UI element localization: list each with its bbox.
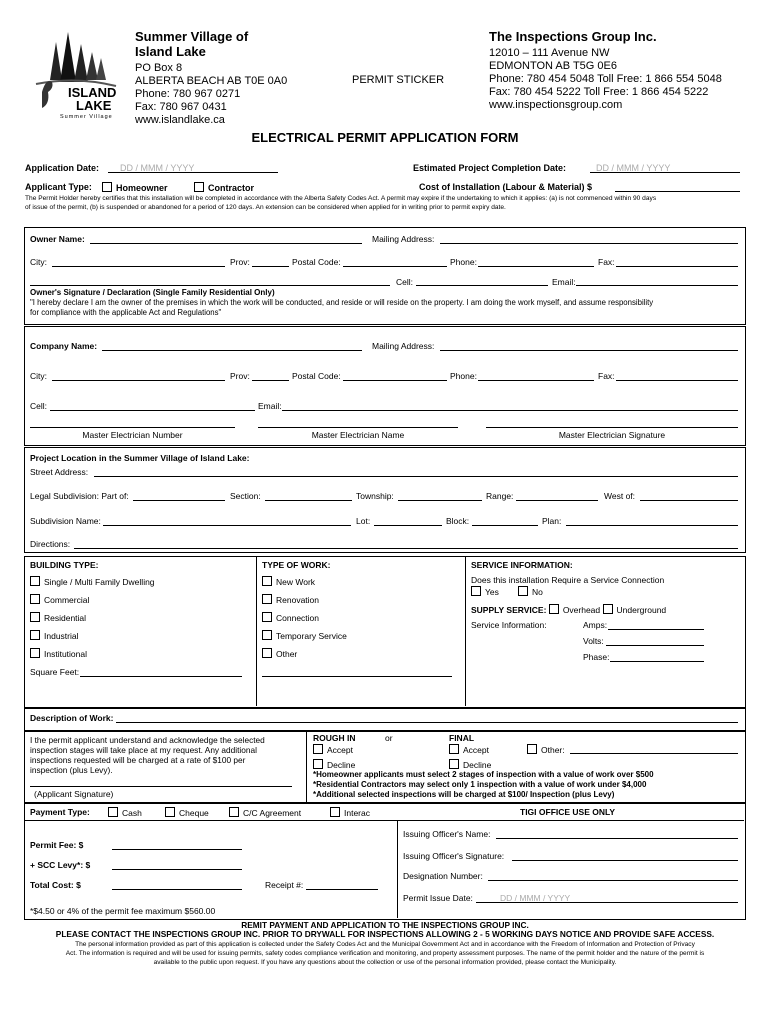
owner-city-label: City:: [30, 257, 47, 267]
company-fax-label: Fax:: [598, 371, 615, 381]
company-mailing-label: Mailing Address:: [372, 341, 435, 351]
owner-postal-label: Postal Code:: [292, 257, 341, 267]
owner-signature-line[interactable]: [30, 285, 390, 286]
island-lake-logo: [30, 30, 122, 122]
company-postal-label: Postal Code:: [292, 371, 341, 381]
lot-field[interactable]: [374, 525, 442, 526]
completion-date-label: Estimated Project Completion Date:: [413, 163, 567, 173]
block-field[interactable]: [472, 525, 538, 526]
interac-checkbox[interactable]: [330, 807, 340, 817]
designation-field[interactable]: [488, 880, 738, 881]
company-phone: Phone: 780 454 5048 Toll Free: 1 866 554 5048: [489, 73, 722, 85]
phase-field[interactable]: [610, 661, 704, 662]
homeowner-option[interactable]: Homeowner: [102, 182, 168, 193]
company-name-label: Company Name:: [30, 341, 98, 351]
company-phone-field[interactable]: [478, 380, 594, 381]
west-of-label: West of:: [604, 491, 636, 501]
village-website[interactable]: www.islandlake.ca: [135, 114, 225, 126]
owner-mailing-field[interactable]: [440, 243, 738, 244]
work-other-field[interactable]: [262, 676, 452, 677]
inspection-text-4: inspection (plus Levy).: [30, 765, 113, 775]
payment-type-label: Payment Type:: [30, 807, 90, 817]
company-addr2: EDMONTON AB T5G 0E6: [489, 60, 617, 72]
owner-declaration-title: Owner's Signature / Declaration (Single Family Residential Only): [30, 288, 275, 297]
applicant-type-label: Applicant Type:: [25, 182, 92, 192]
street-label: Street Address:: [30, 467, 89, 477]
square-feet-label: Square Feet:: [30, 667, 80, 677]
building-checkbox[interactable]: [30, 648, 40, 658]
inspection-text-2: inspection stages will take place at my request. Any additional: [30, 745, 257, 755]
section-field[interactable]: [265, 500, 352, 501]
privacy-notice-2: Act. The information is required and will be used for issuing permits, safety codes compliance verification and monitoring, and property assessment purposes. The name of the permit holder and the nature of the permit is: [65, 950, 705, 957]
owner-mailing-label: Mailing Address:: [372, 234, 435, 244]
cheque-checkbox[interactable]: [165, 807, 175, 817]
logo-text-line1: ISLAND: [68, 85, 117, 100]
other-checkbox[interactable]: [527, 744, 537, 754]
service-question: Does this installation Require a Service Connection: [471, 575, 665, 585]
master-signature-label: Master Electrician Signature: [558, 430, 666, 440]
permit-sticker-label: PERMIT STICKER: [352, 74, 445, 86]
permit-fee-field[interactable]: [112, 849, 242, 850]
service-yes-option[interactable]: Yes: [471, 586, 499, 597]
or-label: or: [385, 733, 393, 743]
designation-label: Designation Number:: [403, 871, 483, 881]
completion-date-placeholder: DD / MMM / YYYY: [596, 163, 671, 173]
building-checkbox[interactable]: [30, 576, 40, 586]
company-fax-field[interactable]: [616, 380, 738, 381]
company-phone-label: Phone:: [450, 371, 477, 381]
building-option-industrial[interactable]: Industrial: [30, 630, 79, 641]
owner-name-field[interactable]: [90, 243, 362, 244]
company-prov-label: Prov:: [230, 371, 250, 381]
service-info-label: Service Information:: [471, 620, 547, 630]
logo-tagline: Summer Village: [60, 114, 113, 120]
building-option-residential[interactable]: Residential: [30, 612, 86, 623]
section-label: Section:: [230, 491, 261, 501]
final-accept-option[interactable]: Accept: [449, 744, 489, 755]
rough-decline-checkbox[interactable]: [313, 759, 323, 769]
range-field[interactable]: [516, 500, 598, 501]
township-field[interactable]: [398, 500, 482, 501]
supply-service-row: SUPPLY SERVICE: Overhead Underground: [471, 605, 667, 615]
service-info-title: SERVICE INFORMATION:: [471, 560, 573, 570]
total-cost-field[interactable]: [112, 889, 242, 890]
work-checkbox[interactable]: [262, 594, 272, 604]
work-option-other[interactable]: Other: [262, 648, 297, 659]
payment-row-divider: [24, 820, 744, 821]
company-email-label: Email:: [258, 401, 282, 411]
officer-name-field[interactable]: [496, 838, 738, 839]
work-option-new[interactable]: New Work: [262, 576, 315, 587]
rough-accept-checkbox[interactable]: [313, 744, 323, 754]
contractor-option[interactable]: Contractor: [194, 182, 254, 193]
subdivision-label: Subdivision Name:: [30, 516, 101, 526]
details-divider-1: [256, 556, 257, 706]
payment-divider: [397, 820, 398, 918]
block-label: Block:: [446, 516, 470, 526]
village-fax: Fax: 780 967 0431: [135, 101, 227, 113]
levy-note: *$4.50 or 4% of the permit fee maximum $560.00: [30, 906, 216, 916]
officer-name-label: Issuing Officer's Name:: [403, 829, 491, 839]
office-use-label: TIGI OFFICE USE ONLY: [520, 807, 616, 817]
company-prov-field[interactable]: [252, 380, 289, 381]
description-label: Description of Work:: [30, 713, 114, 723]
overhead-checkbox[interactable]: [549, 604, 559, 614]
owner-name-label: Owner Name:: [30, 234, 85, 244]
directions-label: Directions:: [30, 539, 71, 549]
company-cell-label: Cell:: [30, 401, 48, 411]
location-title: Project Location in the Summer Village of Island Lake:: [30, 453, 250, 463]
part-of-field[interactable]: [133, 500, 225, 501]
street-field[interactable]: [94, 476, 738, 477]
final-label: FINAL: [449, 733, 475, 743]
company-name-field[interactable]: [102, 350, 362, 351]
scc-levy-field[interactable]: [112, 869, 242, 870]
owner-email-field[interactable]: [576, 285, 738, 286]
directions-field[interactable]: [74, 548, 738, 549]
officer-signature-field[interactable]: [512, 860, 738, 861]
inspection-text-3: inspections requested will be charged at a rate of $100 per: [30, 755, 246, 765]
work-type-title: TYPE OF WORK:: [262, 560, 331, 570]
cost-label: Cost of Installation (Labour & Material) $: [419, 182, 593, 192]
payment-cc-option[interactable]: C/C Agreement: [229, 807, 301, 818]
scc-levy-label: + SCC Levy*: $: [30, 860, 91, 870]
owner-prov-label: Prov:: [230, 257, 250, 267]
company-city-label: City:: [30, 371, 47, 381]
final-decline-option[interactable]: Decline: [449, 759, 491, 770]
company-addr1: 12010 – 111 Avenue NW: [489, 47, 610, 59]
inspection-note-2: *Residential Contractors may select only 1 inspection with a value of work under $4,000: [313, 780, 647, 789]
service-no-option[interactable]: No: [518, 586, 543, 597]
building-checkbox[interactable]: [30, 594, 40, 604]
master-name-label: Master Electrician Name: [311, 430, 405, 440]
total-cost-label: Total Cost: $: [30, 880, 81, 890]
details-divider-2: [465, 556, 466, 706]
subdivision-field[interactable]: [103, 525, 351, 526]
company-mailing-field[interactable]: [440, 350, 738, 351]
building-option-single[interactable]: Single / Multi Family Dwelling: [30, 576, 155, 587]
owner-declaration-line2: for compliance with the applicable Act and Regulations": [30, 308, 222, 317]
work-option-connection[interactable]: Connection: [262, 612, 319, 623]
final-decline-checkbox[interactable]: [449, 759, 459, 769]
permit-fee-label: Permit Fee: $: [30, 840, 84, 850]
building-checkbox[interactable]: [30, 612, 40, 622]
building-option-institutional[interactable]: Institutional: [30, 648, 87, 659]
village-phone: Phone: 780 967 0271: [135, 88, 241, 100]
payment-cash-option[interactable]: Cash: [108, 807, 142, 818]
building-option-commercial[interactable]: Commercial: [30, 594, 89, 605]
company-cell-field[interactable]: [50, 410, 255, 411]
amps-field[interactable]: [608, 629, 704, 630]
payment-cheque-option[interactable]: Cheque: [165, 807, 209, 818]
homeowner-checkbox[interactable]: [102, 182, 112, 192]
owner-cell-field[interactable]: [416, 285, 548, 286]
volts-field[interactable]: [606, 645, 704, 646]
owner-fax-label: Fax:: [598, 257, 615, 267]
issue-date-placeholder: DD / MMM / YYYY: [500, 893, 571, 903]
cost-field[interactable]: [615, 191, 740, 192]
volts-label: Volts:: [583, 636, 604, 646]
other-inspection-field[interactable]: [570, 753, 738, 754]
inspection-divider: [306, 730, 307, 802]
owner-fax-field[interactable]: [616, 266, 738, 267]
lot-label: Lot:: [356, 516, 371, 526]
plan-label: Plan:: [542, 516, 562, 526]
applicant-signature-field[interactable]: [30, 786, 292, 787]
receipt-label: Receipt #:: [265, 880, 304, 890]
inspection-text-1: I the permit applicant understand and acknowledge the selected: [30, 735, 265, 745]
application-date-placeholder: DD / MMM / YYYY: [120, 163, 195, 173]
privacy-notice-3: available to the public upon request. If you have any questions about the collection or use of the personal information provided, please contact the Municipality.: [153, 959, 617, 966]
payment-interac-option[interactable]: Interac: [330, 807, 370, 818]
rough-in-label: ROUGH IN: [313, 733, 356, 743]
west-of-field[interactable]: [640, 500, 738, 501]
work-option-renovation[interactable]: Renovation: [262, 594, 319, 605]
village-po-box: PO Box 8: [135, 62, 183, 74]
receipt-field[interactable]: [306, 889, 378, 890]
other-option[interactable]: Other:: [527, 744, 565, 755]
master-name-field[interactable]: [258, 427, 458, 428]
company-postal-field[interactable]: [343, 380, 447, 381]
building-type-title: BUILDING TYPE:: [30, 560, 99, 570]
service-yes-checkbox[interactable]: [471, 586, 481, 596]
inspection-note-1: *Homeowner applicants must select 2 stages of inspection with a value of work over $500: [313, 770, 654, 779]
cc-checkbox[interactable]: [229, 807, 239, 817]
building-checkbox[interactable]: [30, 630, 40, 640]
rough-decline-option[interactable]: Decline: [313, 759, 355, 770]
village-title-line2: Island Lake: [135, 44, 206, 59]
owner-city-field[interactable]: [52, 266, 225, 267]
company-website[interactable]: www.inspectionsgroup.com: [489, 99, 623, 111]
privacy-notice-1: The personal information provided as part of this application is collected under the Safety Codes Act and the Municipal Government Act and in accordance with the Freedom of Information and Protection of Privacy: [75, 941, 695, 948]
underground-checkbox[interactable]: [603, 604, 613, 614]
work-checkbox[interactable]: [262, 576, 272, 586]
village-title-line1: Summer Village of: [135, 29, 249, 44]
owner-phone-label: Phone:: [450, 257, 477, 267]
township-label: Township:: [356, 491, 394, 501]
company-city-field[interactable]: [52, 380, 225, 381]
logo-text-line2: LAKE: [76, 98, 112, 113]
master-number-field[interactable]: [30, 427, 235, 428]
remit-notice: REMIT PAYMENT AND APPLICATION TO THE INSPECTIONS GROUP INC.: [241, 920, 529, 930]
contractor-checkbox[interactable]: [194, 182, 204, 192]
amps-label: Amps:: [583, 620, 608, 630]
contact-notice: PLEASE CONTACT THE INSPECTIONS GROUP INC. PRIOR TO DRYWALL FOR INSPECTIONS ALLOWING 2 - 5 WORKING DAYS NOTICE AND PROVIDE SAFE ACCESS.: [55, 929, 715, 939]
company-fax: Fax: 780 454 5222 Toll Free: 1 866 454 5222: [489, 86, 709, 98]
permit-notice: The Permit Holder hereby certifies that this installation will be completed in accordance with the Alberta Safety Codes Act. A permit may expire if the undertaking to which it applies: (a) is not commenced within 90 days: [25, 195, 657, 202]
phase-label: Phase:: [583, 652, 610, 662]
work-checkbox[interactable]: [262, 630, 272, 640]
work-checkbox[interactable]: [262, 612, 272, 622]
work-option-temporary[interactable]: Temporary Service: [262, 630, 347, 641]
description-section: [24, 708, 746, 732]
service-no-checkbox[interactable]: [518, 586, 528, 596]
owner-postal-field[interactable]: [343, 266, 447, 267]
final-accept-checkbox[interactable]: [449, 744, 459, 754]
square-feet-field[interactable]: [80, 676, 242, 677]
issue-date-label: Permit Issue Date:: [403, 893, 473, 903]
master-signature-field[interactable]: [486, 427, 738, 428]
inspection-note-3: *Additional selected inspections will be charged at $100/ Inspection (plus Levy): [313, 790, 615, 799]
owner-cell-label: Cell:: [396, 277, 414, 287]
legal-label: Legal Subdivision: Part of:: [30, 491, 129, 501]
work-checkbox[interactable]: [262, 648, 272, 658]
owner-email-label: Email:: [552, 277, 576, 287]
plan-field[interactable]: [566, 525, 738, 526]
applicant-signature-label: (Applicant Signature): [34, 789, 114, 799]
company-email-field[interactable]: [282, 410, 738, 411]
owner-prov-field[interactable]: [252, 266, 289, 267]
cash-checkbox[interactable]: [108, 807, 118, 817]
master-number-label: Master Electrician Number: [82, 430, 183, 440]
village-city: ALBERTA BEACH AB T0E 0A0: [135, 75, 288, 87]
officer-signature-label: Issuing Officer's Signature:: [403, 851, 505, 861]
permit-notice-line2: of issue of the permit, (b) is suspended or abandoned for a period of 120 days. An extension can be considered when applied for in writing prior to permit expiry date.: [25, 204, 506, 211]
rough-accept-option[interactable]: Accept: [313, 744, 353, 755]
owner-phone-field[interactable]: [478, 266, 594, 267]
form-title: ELECTRICAL PERMIT APPLICATION FORM: [251, 130, 519, 145]
application-date-label: Application Date:: [25, 163, 100, 173]
range-label: Range:: [486, 491, 514, 501]
description-field[interactable]: [116, 722, 738, 723]
owner-declaration-line1: "I hereby declare I am the owner of the premises in which the work will be conducted, and reside or will reside on the property. I am doing the work myself, and assume responsibility: [30, 298, 654, 307]
company-title: The Inspections Group Inc.: [489, 29, 657, 44]
